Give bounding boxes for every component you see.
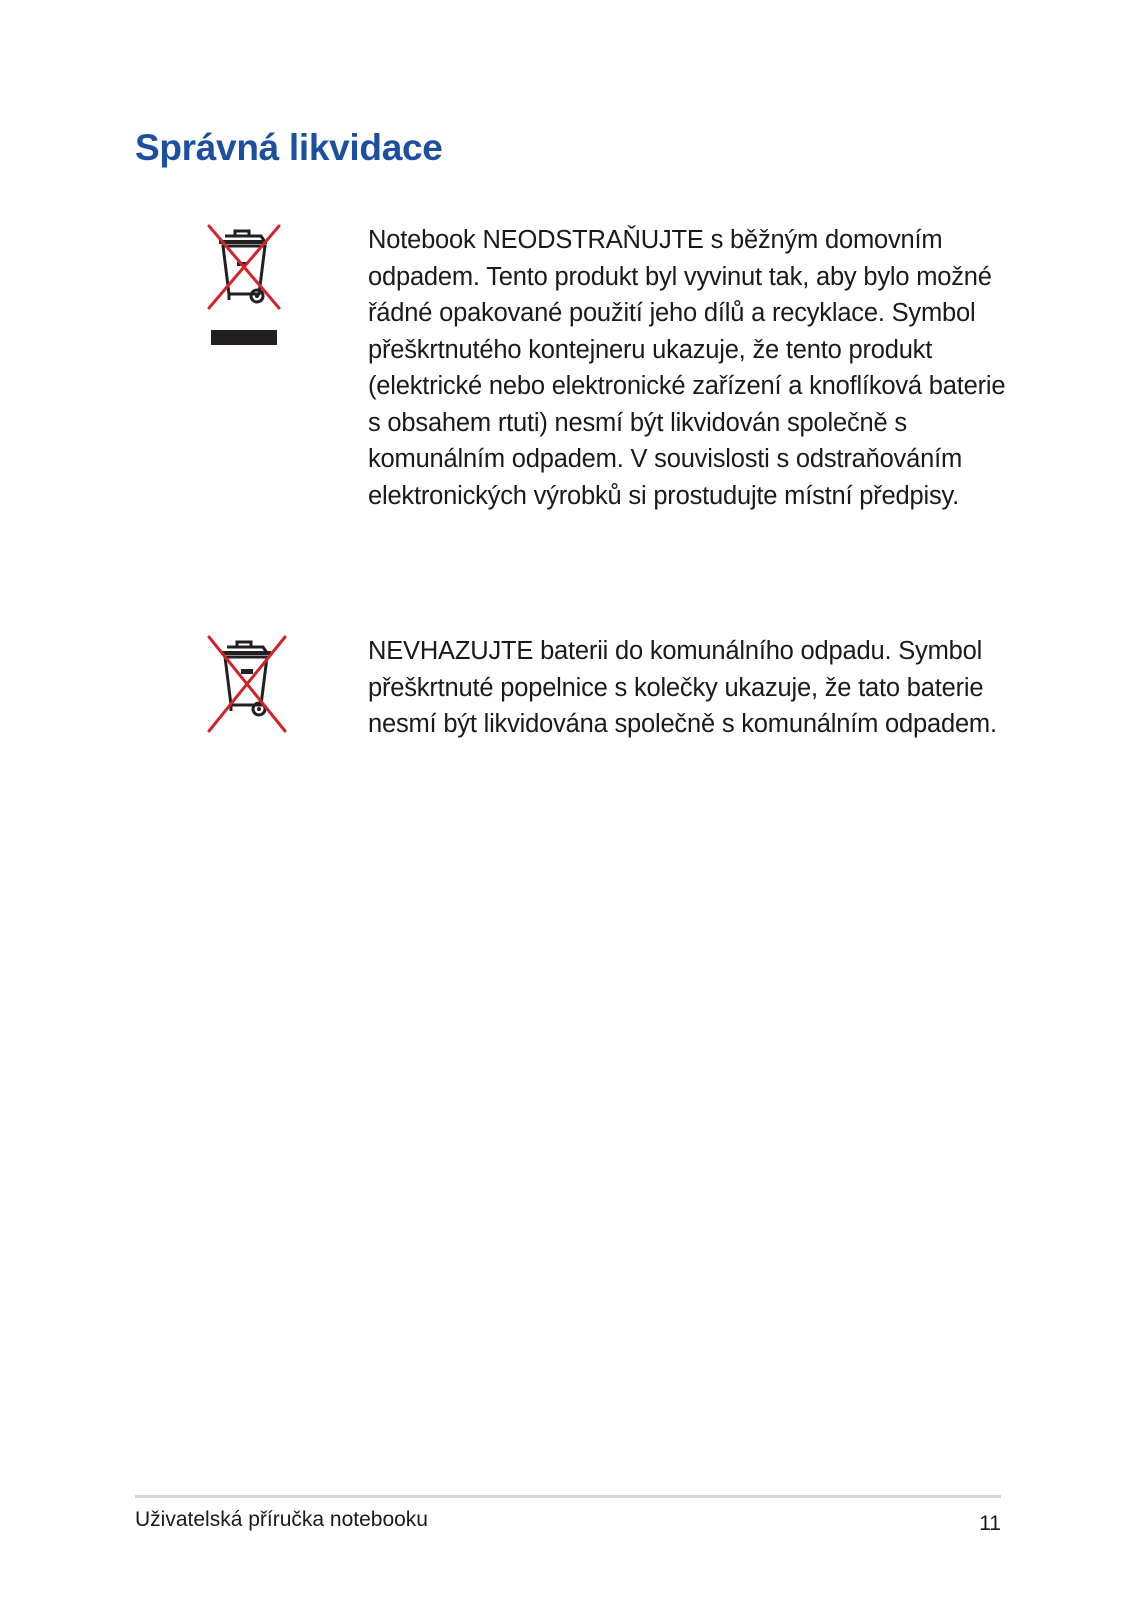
page-number: 11 <box>979 1512 1001 1535</box>
page-title: Správná likvidace <box>135 127 443 168</box>
crossed-out-wheelie-bin-icon <box>205 635 289 735</box>
section-paragraph: Notebook NEODSTRAŇUJTE s běžným domovním odpadem. Tento produkt byl vyvinut tak, aby bylo možné řádné opakované použití jeho dílů a recyklace. Symbol přeškrtnutého kontejneru ukazuje, že tento produkt (elektrické nebo elektronické zařízení a knoflíková baterie s obsahem rtuti) nesmí být likvidován společně s komunálním odpadem. V souvislosti s odstraňováním elektronických výrobků si prostudujte místní předpisy. <box>368 226 1006 510</box>
footer-divider <box>135 1495 1001 1498</box>
weee-icon-container <box>205 635 305 765</box>
footer-manual-title: Uživatelská příručka notebooku <box>135 1508 428 1531</box>
weee-icon-container <box>205 222 305 352</box>
crossed-out-wheelie-bin-icon <box>205 222 285 348</box>
section-paragraph: NEVHAZUJTE baterii do komunálního odpadu. Symbol přeškrtnuté popelnice s kolečky ukazuje, že tato baterie nesmí být likvidována společně s komunálním odpadem. <box>368 637 997 738</box>
